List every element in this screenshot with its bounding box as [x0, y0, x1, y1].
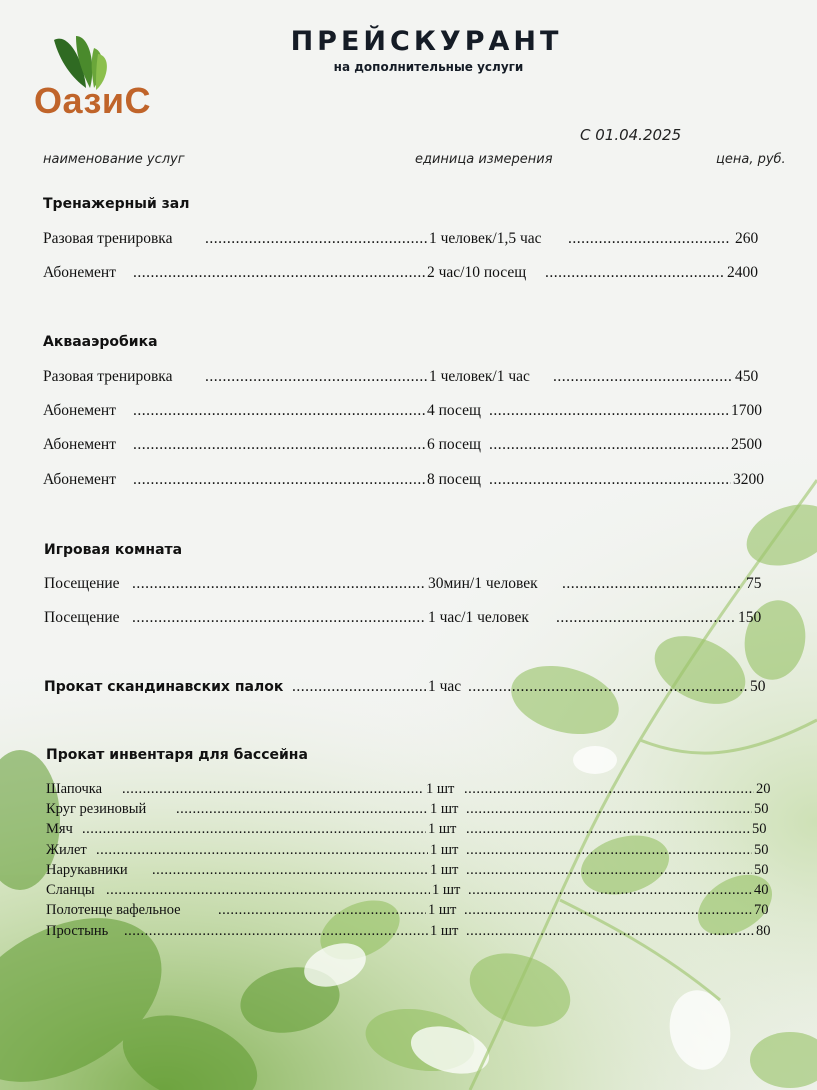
service-name: Круг резиновый — [46, 801, 147, 817]
price-row — [44, 575, 784, 597]
service-price: 260 — [735, 230, 759, 247]
service-unit: 1 шт — [430, 842, 459, 858]
price-row-nordic-poles — [44, 678, 784, 700]
service-unit: 1 шт — [430, 801, 459, 817]
leader-dots — [132, 609, 426, 631]
price-row — [46, 781, 786, 800]
leader-dots — [152, 862, 428, 881]
service-name: Шапочка — [46, 781, 103, 797]
leader-dots — [205, 368, 427, 390]
price-row — [44, 609, 784, 631]
service-price: 50 — [754, 801, 769, 817]
section-title-aqua-aerobics: Аквааэробика — [43, 334, 158, 350]
page-title: ПРЕЙСКУРАНТ — [290, 26, 563, 57]
service-name: Разовая тренировка — [43, 230, 173, 247]
leader-dots — [176, 801, 428, 820]
leader-dots — [489, 471, 731, 493]
service-unit: 30мин/1 человек — [428, 575, 538, 592]
leader-dots — [568, 230, 730, 252]
leader-dots — [489, 436, 729, 458]
service-price: 20 — [756, 781, 771, 797]
service-unit: 8 посещ — [427, 471, 481, 488]
leader-dots — [468, 882, 752, 901]
leader-dots — [132, 575, 426, 597]
column-header-name: наименование услуг — [43, 152, 185, 167]
service-price: 50 — [752, 821, 767, 837]
leader-dots — [122, 781, 424, 800]
leader-dots — [106, 882, 430, 901]
service-price: 450 — [735, 368, 759, 385]
leader-dots — [553, 368, 733, 390]
service-unit: 1 человек/1,5 час — [429, 230, 542, 247]
section-title-nordic-poles: Прокат скандинавских палок — [44, 679, 284, 695]
service-name: Разовая тренировка — [43, 368, 173, 385]
section-title-gym: Тренажерный зал — [43, 196, 190, 212]
service-name: Простынь — [46, 923, 109, 939]
price-row — [43, 471, 783, 493]
service-name: Нарукавники — [46, 862, 128, 878]
service-price: 150 — [738, 609, 762, 626]
service-unit: 4 посещ — [427, 402, 481, 419]
service-name: Жилет — [46, 842, 87, 858]
service-price: 75 — [746, 575, 762, 592]
service-unit: 2 час/10 посещ — [427, 264, 527, 281]
service-unit: 1 человек/1 час — [429, 368, 530, 385]
section-title-pool-rental: Прокат инвентаря для бассейна — [46, 747, 308, 763]
leader-dots — [466, 842, 752, 861]
service-name: Сланцы — [46, 882, 95, 898]
price-row — [46, 821, 786, 840]
leader-dots — [133, 471, 425, 493]
service-name: Абонемент — [43, 436, 116, 453]
service-price: 1700 — [731, 402, 762, 419]
service-price: 2400 — [727, 264, 758, 281]
leader-dots — [292, 678, 426, 700]
price-row — [46, 882, 786, 901]
service-price: 70 — [754, 902, 769, 918]
service-name: Абонемент — [43, 471, 116, 488]
service-unit: 1 шт — [430, 923, 459, 939]
column-header-price: цена, руб. — [716, 152, 786, 167]
price-row — [46, 862, 786, 881]
price-row — [43, 402, 783, 424]
price-row — [43, 368, 783, 390]
leader-dots — [464, 902, 752, 921]
service-name: Полотенце вафельное — [46, 902, 181, 918]
leader-dots — [124, 923, 428, 942]
leader-dots — [466, 862, 752, 881]
service-price: 50 — [750, 678, 766, 695]
service-unit: 1 шт — [428, 902, 457, 918]
service-price: 40 — [754, 882, 769, 898]
service-unit: 1 шт — [432, 882, 461, 898]
service-unit: 1 шт — [428, 821, 457, 837]
price-row — [46, 842, 786, 861]
service-name: Абонемент — [43, 264, 116, 281]
leader-dots — [466, 821, 750, 840]
price-row — [43, 264, 783, 286]
logo-wordmark: ОазиС — [34, 80, 151, 121]
leader-dots — [133, 264, 425, 286]
effective-date: С 01.04.2025 — [580, 126, 682, 144]
leader-dots — [545, 264, 725, 286]
price-row — [46, 923, 786, 942]
service-unit: 1 шт — [430, 862, 459, 878]
price-row — [43, 230, 783, 252]
service-unit: 6 посещ — [427, 436, 481, 453]
leader-dots — [466, 923, 754, 942]
service-unit: 1 шт — [426, 781, 455, 797]
service-unit: 1 час/1 человек — [428, 609, 529, 626]
leader-dots — [205, 230, 427, 252]
price-row — [46, 801, 786, 820]
service-price: 50 — [754, 842, 769, 858]
service-unit: 1 час — [428, 678, 462, 695]
leader-dots — [82, 821, 426, 840]
leader-dots — [466, 801, 752, 820]
leader-dots — [218, 902, 426, 921]
leader-dots — [468, 678, 748, 700]
section-title-play-room: Игровая комната — [44, 542, 183, 558]
service-price: 3200 — [733, 471, 764, 488]
service-name: Абонемент — [43, 402, 116, 419]
price-row — [43, 436, 783, 458]
leader-dots — [133, 436, 425, 458]
leader-dots — [556, 609, 736, 631]
service-name: Посещение — [44, 575, 120, 592]
leader-dots — [464, 781, 754, 800]
leader-dots — [96, 842, 428, 861]
service-price: 50 — [754, 862, 769, 878]
page-subtitle: на дополнительные услуги — [333, 60, 524, 74]
column-header-unit: единица измерения — [415, 152, 553, 167]
service-price: 80 — [756, 923, 771, 939]
service-name: Посещение — [44, 609, 120, 626]
leader-dots — [562, 575, 742, 597]
service-price: 2500 — [731, 436, 762, 453]
leader-dots — [489, 402, 729, 424]
price-row — [46, 902, 786, 921]
service-name: Мяч — [46, 821, 73, 837]
leader-dots — [133, 402, 425, 424]
